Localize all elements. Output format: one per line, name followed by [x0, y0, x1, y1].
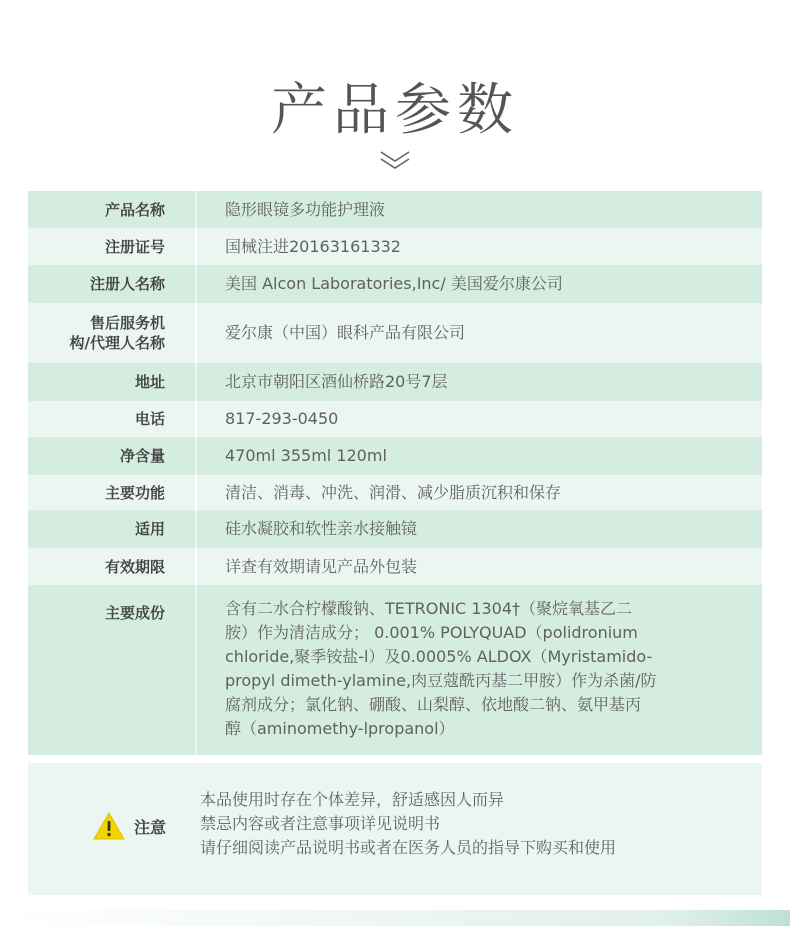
notice-panel	[28, 763, 762, 895]
notice-label: 注意	[134, 818, 167, 837]
row-label: 注册人名称	[28, 265, 196, 303]
row-label: 主要成份	[28, 585, 196, 755]
row-value: 国械注进20163161332	[196, 228, 762, 265]
row-label: 地址	[28, 363, 196, 401]
row-label: 主要功能	[28, 475, 196, 510]
page-title: 产品参数	[271, 78, 519, 143]
row-value: 详查有效期请见产品外包装	[196, 548, 762, 585]
notice-line: 本品使用时存在个体差异，舒适感因人而异	[200, 790, 505, 809]
ingredients-line: propyl dimeth-ylamine,肉豆蔻酰丙基二甲胺）作为杀菌/防	[225, 671, 657, 690]
notice-line: 请仔细阅读产品说明书或者在医务人员的指导下购买和使用	[200, 838, 617, 857]
spec-row-expiry	[28, 548, 762, 585]
warning-triangle-icon	[92, 811, 126, 841]
row-label-line: 售后服务机	[89, 314, 165, 332]
ingredients-line: chloride,聚季铵盐-l）及0.0005% ALDOX（Myristamido-	[225, 647, 653, 666]
spec-row-registrant	[28, 265, 762, 303]
ingredients-line: 腐剂成分；氯化钠、硼酸、山梨醇、依地酸二钠、氨甲基丙	[225, 695, 642, 714]
row-value: 隐形眼镜多功能护理液	[196, 191, 762, 228]
notice-text	[200, 788, 616, 860]
notice-line: 禁忌内容或者注意事项详见说明书	[200, 814, 441, 833]
row-value: 817-293-0450	[196, 401, 762, 437]
row-value: 美国 Alcon Laboratories,Inc/ 美国爱尔康公司	[196, 265, 762, 303]
row-value	[196, 585, 762, 755]
row-label: 注册证号	[28, 228, 196, 265]
ingredients-line: 含有二水合柠檬酸钠、TETRONIC 1304†（聚烷氧基乙二	[225, 599, 633, 618]
row-value: 470ml 355ml 120ml	[196, 437, 762, 475]
ingredients-line: 醇（aminomethy-lpropanol）	[225, 719, 455, 738]
spec-table	[28, 191, 762, 755]
spec-row-ingredients	[28, 585, 762, 755]
row-label: 适用	[28, 510, 196, 548]
spec-row-product-name	[28, 191, 762, 228]
row-label: 有效期限	[28, 548, 196, 585]
spec-row-phone	[28, 401, 762, 437]
bottom-decoration-bar	[0, 910, 790, 926]
row-value: 北京市朝阳区酒仙桥路20号7层	[196, 363, 762, 401]
double-chevron-down-icon	[378, 148, 412, 174]
row-label-line: 构/代理人名称	[69, 334, 165, 352]
row-value: 爱尔康（中国）眼科产品有限公司	[196, 303, 762, 363]
row-label: 净含量	[28, 437, 196, 475]
spec-row-address	[28, 363, 762, 401]
spec-row-registration-no	[28, 228, 762, 265]
ingredients-line: 胺）作为清洁成分； 0.001% POLYQUAD（polidronium	[225, 623, 638, 642]
spec-row-applicable	[28, 510, 762, 548]
row-value: 清洁、消毒、冲洗、润滑、减少脂质沉积和保存	[196, 475, 762, 510]
spec-row-net-content	[28, 437, 762, 475]
row-label: 电话	[28, 401, 196, 437]
row-label	[28, 303, 196, 363]
spec-row-main-functions	[28, 475, 762, 510]
row-value: 硅水凝胶和软性亲水接触镜	[196, 510, 762, 548]
spec-row-after-sales	[28, 303, 762, 363]
row-label: 产品名称	[28, 191, 196, 228]
